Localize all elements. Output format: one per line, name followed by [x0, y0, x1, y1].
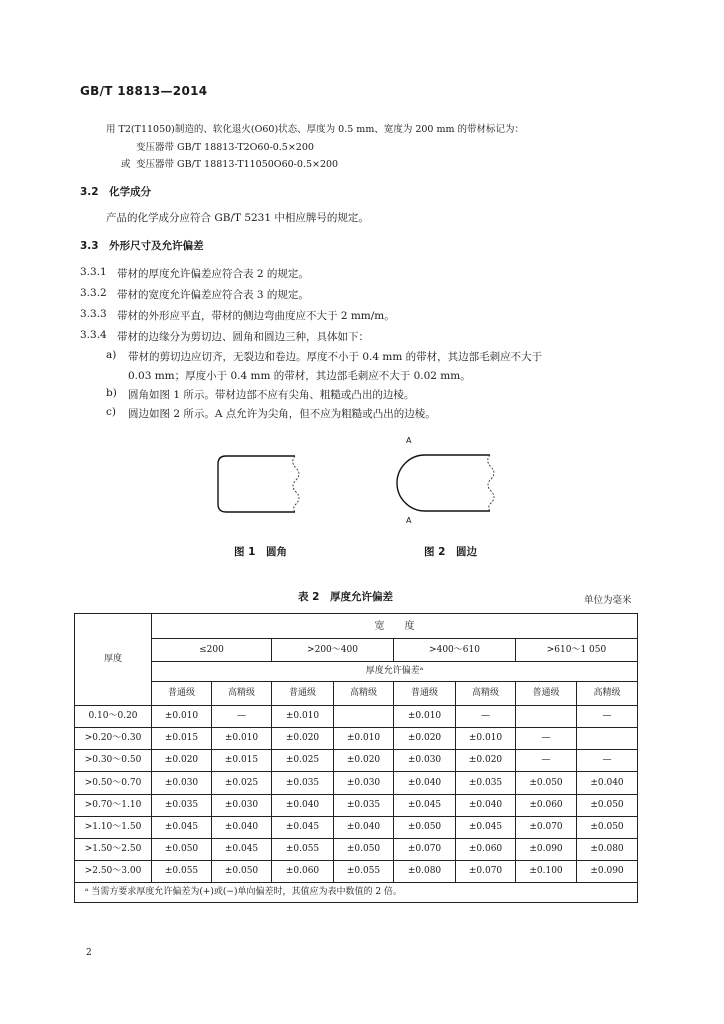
tolerance-cell: ±0.045	[152, 816, 212, 838]
thickness-range: 0.10～0.20	[75, 706, 152, 728]
list-text-c: 圆边如图 2 所示。A 点允许为尖角，但不应为粗糙或凸出的边棱。	[128, 408, 436, 420]
table-2-caption: 表 2 厚度允许偏差	[298, 591, 393, 603]
clause-text: 带材的厚度允许偏差应符合表 2 的规定。	[117, 268, 309, 280]
example-mark-2: 变压器带 GB/T 18813-T11050O60-0.5×200	[136, 159, 339, 170]
thickness-range: >0.30～0.50	[75, 750, 152, 772]
tolerance-cell: ±0.045	[394, 794, 456, 816]
figure-1-caption: 图 1 圆角	[234, 546, 287, 558]
list-text-a-line1: 带材的剪切边应切齐，无裂边和卷边。厚度不小于 0.4 mm 的带材，其边部毛刺应不大于	[128, 351, 543, 363]
thickness-range: >0.50～0.70	[75, 772, 152, 794]
tolerance-cell: ±0.060	[516, 794, 577, 816]
tolerance-cell: ±0.040	[577, 772, 638, 794]
tolerance-cell: ±0.050	[516, 772, 577, 794]
tolerance-cell: ±0.030	[152, 772, 212, 794]
tolerance-cell: ±0.030	[394, 750, 456, 772]
tolerance-cell: ±0.010	[394, 706, 456, 728]
tolerance-cell: ±0.060	[456, 838, 516, 860]
tolerance-cell: ±0.040	[456, 794, 516, 816]
clause-number: 3.3.3	[80, 308, 107, 320]
tolerance-cell: ±0.070	[394, 838, 456, 860]
table-row	[75, 772, 638, 794]
width-range-header: ≤200	[152, 639, 272, 662]
tolerance-cell: ±0.070	[456, 860, 516, 882]
thickness-range: >1.10～1.50	[75, 816, 152, 838]
table-row	[75, 838, 638, 860]
tolerance-cell: ±0.055	[272, 838, 334, 860]
tolerance-cell: ±0.055	[152, 860, 212, 882]
grade-header: 普通级	[272, 682, 334, 706]
tolerance-cell: ±0.090	[577, 860, 638, 882]
thickness-tolerance-table	[74, 613, 638, 903]
tolerance-cell: ±0.050	[394, 816, 456, 838]
thickness-range: >2.50～3.00	[75, 860, 152, 882]
tolerance-cell: —	[577, 706, 638, 728]
tolerance-cell: ±0.020	[334, 750, 394, 772]
list-label-b: b)	[106, 387, 117, 399]
page-number: 2	[86, 948, 92, 958]
thickness-range: >1.50～2.50	[75, 838, 152, 860]
list-label-c: c)	[106, 406, 116, 418]
tolerance-cell: ±0.040	[394, 772, 456, 794]
table-2-unit: 单位为毫米	[584, 595, 632, 606]
section-3-2-text: 产品的化学成分应符合 GB/T 5231 中相应牌号的规定。	[106, 212, 369, 224]
tolerance-cell: ±0.040	[334, 816, 394, 838]
tolerance-cell: ±0.010	[212, 728, 272, 750]
grade-header: 高精级	[212, 682, 272, 706]
width-range-header: >400～610	[394, 639, 516, 662]
list-label-a: a)	[106, 349, 117, 361]
tolerance-cell: ±0.015	[152, 728, 212, 750]
clause-number: 3.3.4	[80, 329, 107, 341]
tolerance-cell: ±0.045	[272, 816, 334, 838]
tolerance-cell: ±0.035	[272, 772, 334, 794]
tolerance-cell: ±0.045	[212, 838, 272, 860]
figure-2-point-label-bottom: A	[406, 516, 412, 525]
tolerance-cell: ±0.020	[456, 750, 516, 772]
section-3-3-heading: 3.3 外形尺寸及允许偏差	[80, 240, 204, 252]
list-text-a-line2: 0.03 mm；厚度小于 0.4 mm 的带材，其边部毛刺应不大于 0.02 mm。	[128, 370, 471, 382]
width-range-header: >200～400	[272, 639, 394, 662]
table-row	[75, 706, 638, 728]
section-3-2-heading: 3.2 化学成分	[80, 186, 152, 198]
tolerance-cell: ±0.050	[577, 794, 638, 816]
grade-header: 普通级	[394, 682, 456, 706]
tolerance-cell: ±0.060	[272, 860, 334, 882]
grade-header: 普通级	[152, 682, 212, 706]
example-intro: 用 T2(T11050)制造的、软化退火(O60)状态、厚度为 0.5 mm、宽度为 200 mm 的带材标记为：	[106, 124, 525, 135]
tolerance-cell	[577, 728, 638, 750]
clause-number: 3.3.1	[80, 266, 107, 278]
tolerance-cell: ±0.050	[577, 816, 638, 838]
example-mark-1: 变压器带 GB/T 18813-T2O60-0.5×200	[136, 142, 314, 153]
grade-header: 高精级	[577, 682, 638, 706]
tolerance-cell: ±0.040	[212, 816, 272, 838]
tolerance-cell: ±0.045	[456, 816, 516, 838]
tolerance-cell: ±0.015	[212, 750, 272, 772]
tolerance-cell: ±0.035	[334, 794, 394, 816]
list-text-b: 圆角如图 1 所示。带材边部不应有尖角、粗糙或凸出的边棱。	[128, 389, 415, 401]
clause-text: 带材的边缘分为剪切边、圆角和圆边三种，具体如下：	[117, 331, 369, 343]
tolerance-cell: —	[577, 750, 638, 772]
thickness-range: >0.70～1.10	[75, 794, 152, 816]
tolerance-cell: ±0.020	[394, 728, 456, 750]
tolerance-cell: ±0.080	[577, 838, 638, 860]
grade-header: 普通级	[516, 682, 577, 706]
width-range-header: >610～1 050	[516, 639, 638, 662]
table-row	[75, 794, 638, 816]
tolerance-cell: ±0.090	[516, 838, 577, 860]
tolerance-cell: ±0.030	[212, 794, 272, 816]
tolerance-cell: —	[516, 750, 577, 772]
table-row	[75, 816, 638, 838]
figure-2-point-label-top: A	[406, 436, 412, 445]
tolerance-cell: ±0.010	[152, 706, 212, 728]
tolerance-cell	[516, 706, 577, 728]
tolerance-cell: ±0.025	[212, 772, 272, 794]
figure-2-round-edge-diagram	[392, 450, 502, 516]
tolerance-cell: ±0.010	[334, 728, 394, 750]
tolerance-header: 厚度允许偏差ᵃ	[152, 662, 638, 682]
tolerance-cell: ±0.020	[272, 728, 334, 750]
tolerance-cell: ±0.050	[212, 860, 272, 882]
tolerance-cell: ±0.010	[456, 728, 516, 750]
figure-2-caption: 图 2 圆边	[424, 546, 477, 558]
table-footnote: ᵃ 当需方要求厚度允许偏差为(+)或(−)单向偏差时，其值应为表中数值的 2 倍。	[75, 882, 638, 902]
width-header: 宽 度	[152, 614, 638, 639]
tolerance-cell: ±0.100	[516, 860, 577, 882]
figure-1-rounded-corner-diagram	[212, 452, 307, 516]
tolerance-cell: ±0.050	[334, 838, 394, 860]
tolerance-cell: ±0.025	[272, 750, 334, 772]
clause-number: 3.3.2	[80, 287, 107, 299]
table-row	[75, 860, 638, 882]
tolerance-cell: —	[516, 728, 577, 750]
tolerance-cell: ±0.020	[152, 750, 212, 772]
tolerance-cell: ±0.070	[516, 816, 577, 838]
thickness-header: 厚度	[75, 614, 152, 706]
tolerance-cell: ±0.030	[334, 772, 394, 794]
grade-header: 高精级	[456, 682, 516, 706]
tolerance-cell: ±0.040	[272, 794, 334, 816]
tolerance-cell: ±0.050	[152, 838, 212, 860]
clause-text: 带材的宽度允许偏差应符合表 3 的规定。	[117, 289, 309, 301]
example-or: 或	[121, 159, 131, 170]
tolerance-cell: ±0.055	[334, 860, 394, 882]
tolerance-cell: ±0.080	[394, 860, 456, 882]
tolerance-cell: ±0.010	[272, 706, 334, 728]
grade-header: 高精级	[334, 682, 394, 706]
tolerance-cell: ±0.035	[456, 772, 516, 794]
table-row	[75, 750, 638, 772]
clause-text: 带材的外形应平直，带材的侧边弯曲度应不大于 2 mm/m。	[117, 310, 395, 322]
standard-number: GB/T 18813—2014	[80, 84, 208, 98]
thickness-range: >0.20～0.30	[75, 728, 152, 750]
table-row	[75, 728, 638, 750]
tolerance-cell	[334, 706, 394, 728]
tolerance-cell: —	[212, 706, 272, 728]
tolerance-cell: ±0.035	[152, 794, 212, 816]
tolerance-cell: —	[456, 706, 516, 728]
